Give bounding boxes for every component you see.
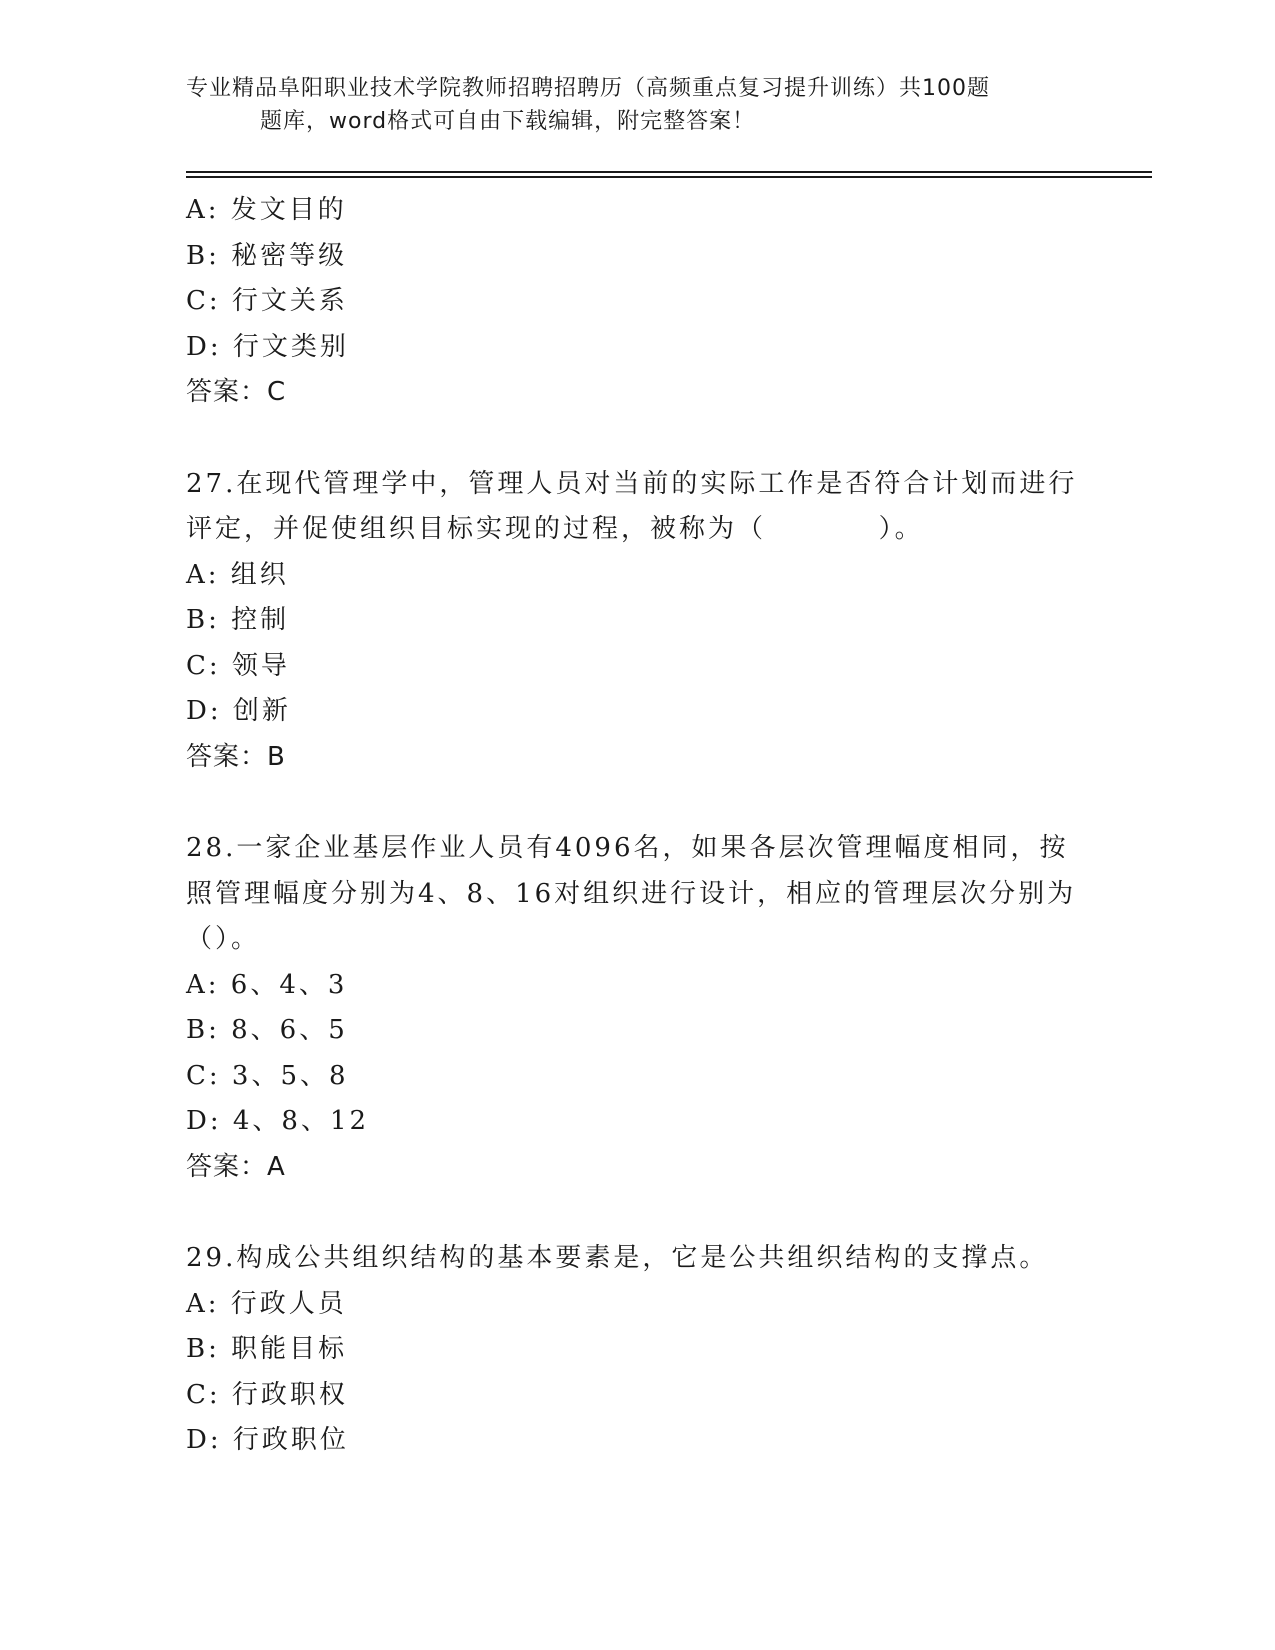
option-c: C: 行政职权: [186, 1379, 348, 1410]
question-list: [186, 188, 1086, 1464]
spacer: [186, 780, 1086, 826]
option-d: D: 行文类别: [186, 331, 349, 362]
question-text-line-1: 28.一家企业基层作业人员有4096名，如果各层次管理幅度相同，按: [186, 833, 1069, 863]
option-b: B: 职能目标: [186, 1334, 348, 1364]
option-c: C: 3、5、8: [186, 1060, 349, 1091]
option-a: A: 发文目的: [186, 195, 347, 225]
question-26: [186, 188, 1086, 416]
page-header: [186, 72, 1066, 138]
option-b: B: 控制: [186, 605, 290, 635]
question-text-line-3: （）。: [186, 924, 261, 954]
option-d: D: 行政职位: [186, 1425, 349, 1455]
option-a: A: 组织: [186, 559, 289, 590]
question-27: [186, 462, 1086, 781]
header-rule-bottom: [186, 176, 1152, 178]
header-line-1: 专业精品阜阳职业技术学院教师招聘招聘历（高频重点复习提升训练）共100题: [186, 76, 990, 101]
option-b: B: 8、6、5: [186, 1015, 348, 1045]
spacer: [186, 416, 1086, 462]
option-c: C: 领导: [186, 650, 290, 681]
question-text-line-1: 27.在现代管理学中，管理人员对当前的实际工作是否符合计划而进行: [186, 468, 1078, 499]
option-a: A: 行政人员: [186, 1288, 347, 1319]
option-a: A: 6、4、3: [186, 969, 348, 1000]
question-28: [186, 826, 1086, 1190]
question-text-line-2: 照管理幅度分别为4、8、16对组织进行设计，相应的管理层次分别为: [186, 878, 1077, 909]
header-line-2: 题库，word格式可自由下载编辑，附完整答案！: [260, 109, 756, 134]
question-29: [186, 1236, 1086, 1464]
answer: 答案：A: [186, 1151, 286, 1182]
spacer: [186, 1190, 1086, 1236]
option-d: D: 创新: [186, 696, 291, 726]
header-rule-top: [186, 171, 1152, 173]
question-text-line-1: 29.构成公共组织结构的基本要素是，它是公共组织结构的支撑点。: [186, 1243, 1049, 1273]
answer: 答案：C: [186, 377, 287, 407]
answer: 答案：B: [186, 741, 286, 772]
option-b: B: 秘密等级: [186, 240, 348, 271]
option-d: D: 4、8、12: [186, 1106, 370, 1136]
question-text-line-2: 评定，并促使组织目标实现的过程，被称为（ ）。: [186, 514, 924, 544]
option-c: C: 行文关系: [186, 286, 348, 316]
